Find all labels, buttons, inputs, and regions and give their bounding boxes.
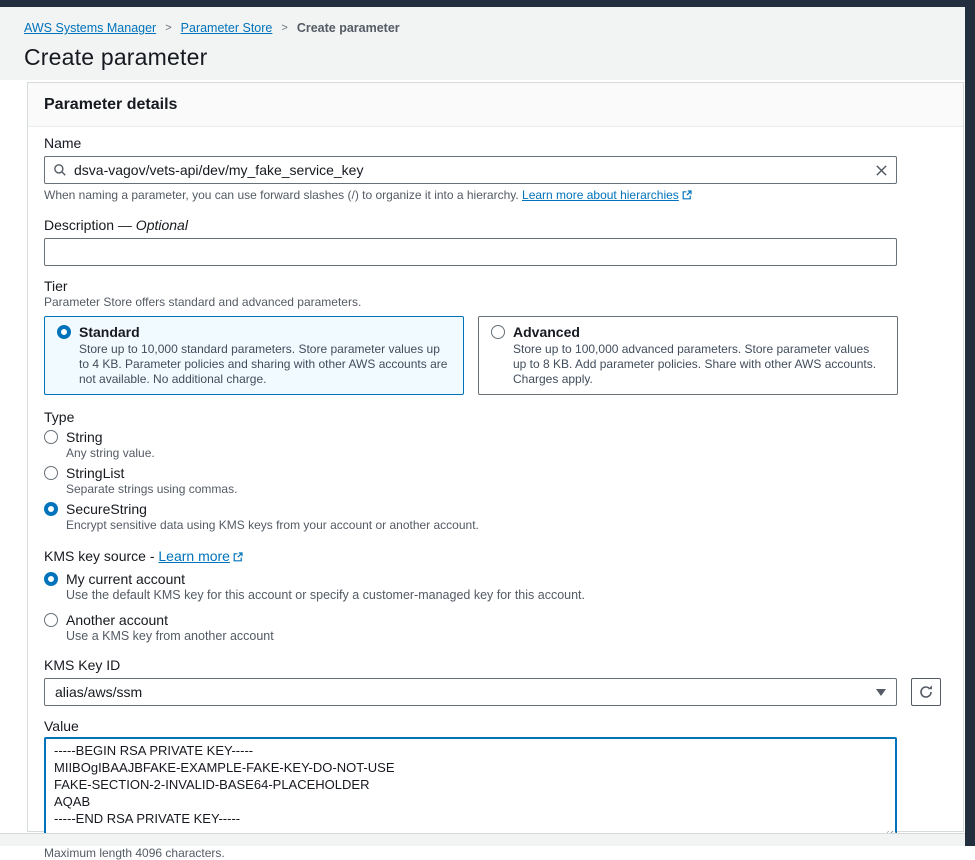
- breadcrumb-separator: >: [165, 22, 172, 34]
- type-string-description: Any string value.: [66, 446, 155, 460]
- close-icon: [875, 164, 888, 177]
- tier-tile-advanced[interactable]: [478, 316, 898, 395]
- refresh-icon: [918, 684, 934, 700]
- tier-label: Tier: [44, 278, 68, 294]
- kms-key-id-select[interactable]: [44, 678, 897, 706]
- kms-option-current-account[interactable]: [44, 571, 947, 587]
- tier-advanced-title: Advanced: [513, 324, 580, 340]
- tier-standard-description: Store up to 10,000 standard parameters. Store parameter values up to 4 KB. Parameter policies and sharing with other AWS accounts are not available. No additional charge.: [79, 342, 448, 386]
- tier-standard-title: Standard: [79, 324, 140, 340]
- kms-current-account-description: Use the default KMS key for this account or specify a customer-managed key for this account.: [66, 588, 585, 602]
- console-top-bar: [0, 0, 975, 7]
- type-stringlist-description: Separate strings using commas.: [66, 482, 238, 496]
- search-icon: [53, 163, 67, 177]
- kms-source-label: KMS key source -: [44, 548, 155, 564]
- type-option-stringlist[interactable]: [44, 465, 947, 481]
- parameter-details-card: [27, 82, 964, 860]
- page-header: [0, 7, 975, 80]
- name-help-text: When naming a parameter, you can use forward slashes (/) to organize it into a hierarchy.: [44, 188, 519, 202]
- description-label: Description: [44, 217, 115, 233]
- page-title: Create parameter: [24, 44, 208, 70]
- kms-current-account-label: My current account: [66, 571, 186, 587]
- type-securestring-description: Encrypt sensitive data using KMS keys from your account or another account.: [66, 518, 479, 532]
- tier-standard-radio[interactable]: [57, 325, 71, 339]
- kms-another-account-description: Use a KMS key from another account: [66, 629, 274, 643]
- type-securestring-label: SecureString: [66, 501, 147, 517]
- type-label: Type: [44, 409, 75, 425]
- type-stringlist-label: StringList: [66, 465, 125, 481]
- description-optional-tag: — Optional: [117, 217, 188, 233]
- breadcrumb: [24, 21, 975, 35]
- name-input[interactable]: [74, 158, 869, 182]
- type-string-radio[interactable]: [44, 430, 58, 444]
- value-label: Value: [44, 718, 79, 734]
- value-max-length-hint: Maximum length 4096 characters.: [44, 846, 225, 860]
- refresh-kms-keys-button[interactable]: [911, 678, 941, 706]
- caret-down-icon: [876, 689, 886, 696]
- main-content: [0, 80, 975, 860]
- kms-learn-more-link[interactable]: Learn more: [158, 548, 230, 564]
- kms-option-another-account[interactable]: [44, 612, 947, 628]
- type-string-label: String: [66, 429, 103, 445]
- breadcrumb-current: Create parameter: [296, 21, 400, 35]
- kms-another-account-radio[interactable]: [44, 613, 58, 627]
- type-securestring-radio[interactable]: [44, 502, 58, 516]
- external-link-icon: [682, 189, 692, 203]
- type-option-securestring[interactable]: [44, 501, 947, 517]
- page-background-band: [0, 833, 975, 846]
- card-title: Parameter details: [44, 96, 178, 113]
- hierarchies-learn-more-link[interactable]: Learn more about hierarchies: [522, 188, 679, 202]
- name-input-wrapper: [44, 156, 897, 184]
- tier-advanced-radio[interactable]: [491, 325, 505, 339]
- breadcrumb-separator: >: [281, 22, 288, 34]
- card-header: [28, 83, 963, 127]
- type-option-string[interactable]: [44, 429, 947, 445]
- breadcrumb-link-systems-manager[interactable]: AWS Systems Manager: [24, 21, 157, 35]
- kms-another-account-label: Another account: [66, 612, 168, 628]
- breadcrumb-link-parameter-store[interactable]: Parameter Store: [180, 21, 273, 35]
- kms-key-id-label: KMS Key ID: [44, 657, 121, 673]
- card-body: [28, 127, 963, 860]
- tier-help-text: Parameter Store offers standard and advanced parameters.: [44, 295, 362, 309]
- type-stringlist-radio[interactable]: [44, 466, 58, 480]
- name-clear-button[interactable]: [869, 164, 888, 177]
- right-dark-strip: [965, 0, 975, 846]
- name-label: Name: [44, 135, 82, 151]
- kms-current-account-radio[interactable]: [44, 572, 58, 586]
- value-textarea[interactable]: [44, 737, 897, 843]
- description-input[interactable]: [44, 238, 897, 266]
- tier-advanced-description: Store up to 100,000 advanced parameters. Store parameter values up to 8 KB. Add parameter policies. Share with other AWS accounts. Charges apply.: [513, 342, 877, 386]
- tier-tile-standard[interactable]: [44, 316, 464, 395]
- kms-key-id-value: alias/aws/ssm: [55, 684, 143, 700]
- external-link-icon: [233, 549, 243, 565]
